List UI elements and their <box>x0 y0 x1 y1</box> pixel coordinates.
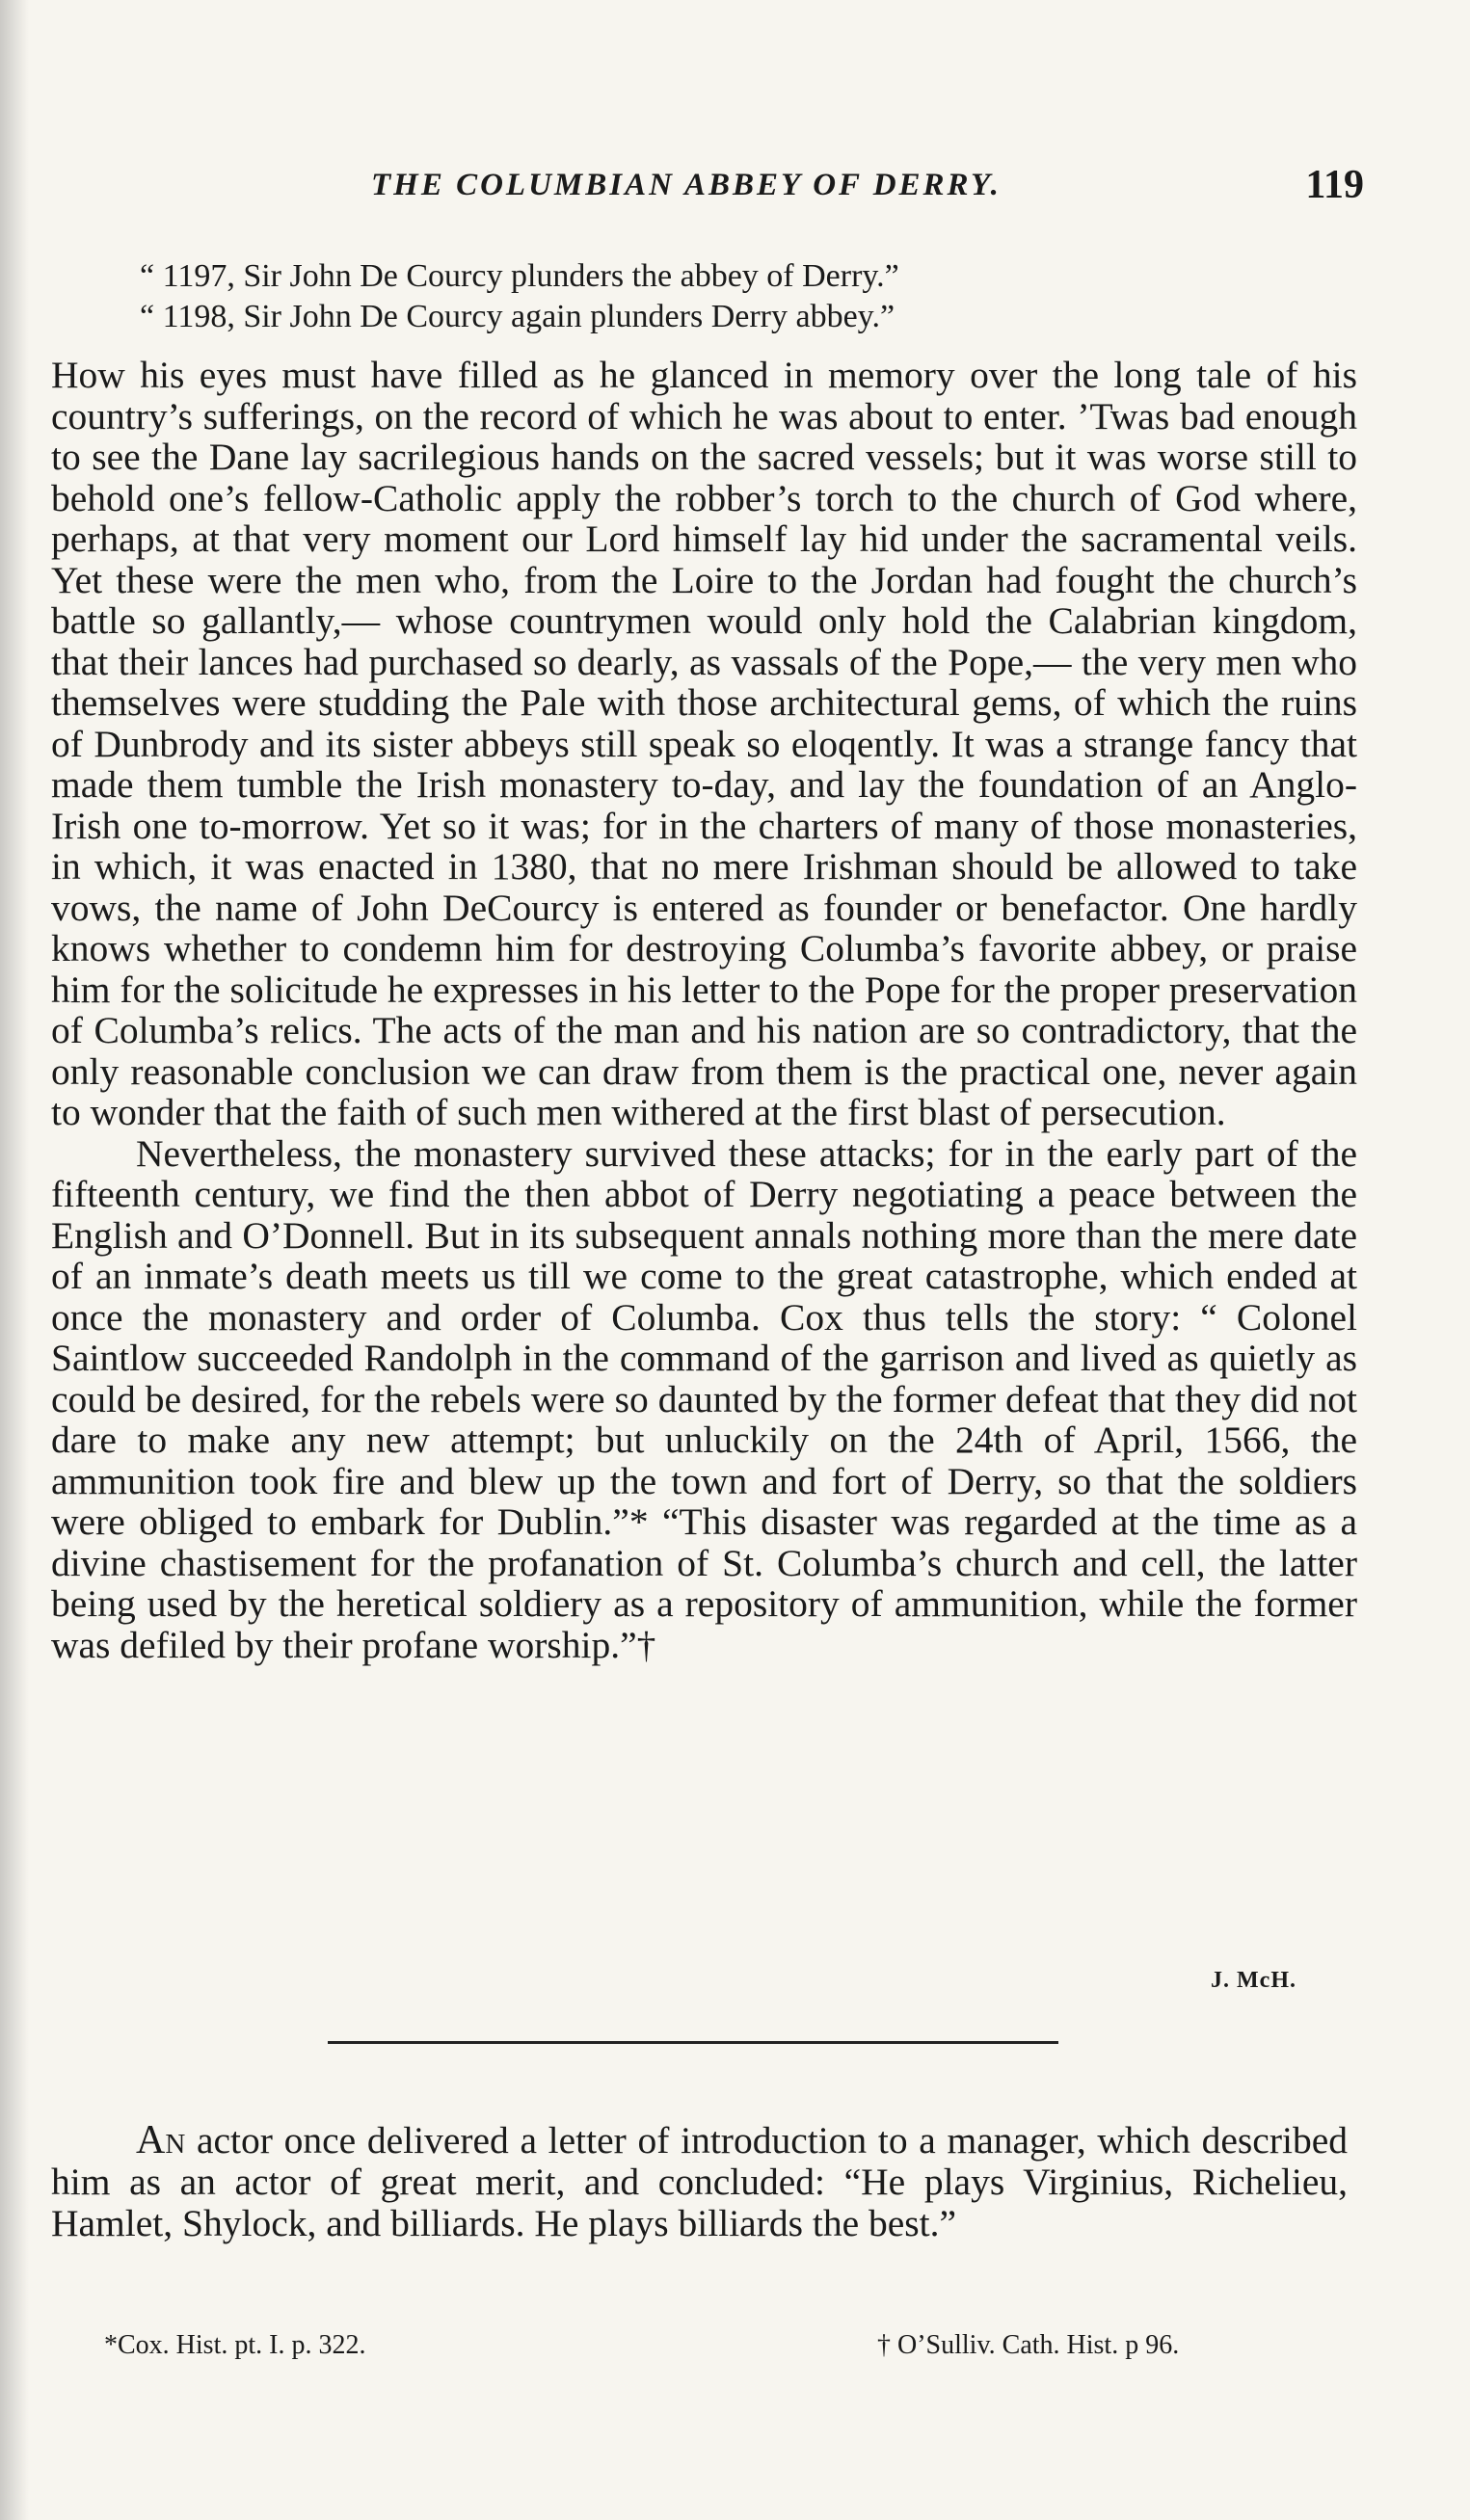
section-divider <box>328 2041 1058 2044</box>
chronicle-quotes <box>140 256 1248 337</box>
page-header <box>0 162 1470 220</box>
anecdote-first-word: An <box>136 2118 186 2162</box>
running-title: THE COLUMBIAN ABBEY OF DERRY. <box>371 168 1002 202</box>
body-paragraph: Nevertheless, the monastery survived these attacks; for in the early part of the fifteenth century, we find the then abbot of Derry negotiating a peace between the English and O’Donnell. But in its subsequent annals nothing more than the mere date of an inmate’s death meets us till we come to the great catastrophe, which ended at once the monastery and order of Columba. Cox thus tells the story: “ Colonel Saintlow succeeded Randolph in the command of the garrison and lived as quietly as could be desired, for the rebels were so daunted by the former defeat that they did not dare to make any new attempt; but unluckily on the 24th of April, 1566, the ammunition took fire and blew up the town and fort of Derry, so that the soldiers were obliged to embark for Dublin.”* “This disaster was regarded at the time as a divine chastisement for the profanation of St. Columba’s church and cell, the latter being used by the heretical soldiery as a repository of ammunition, while the former was defiled by their profane worship.”† <box>51 1131 1357 1666</box>
anecdote-text: actor once delivered a letter of introduction to a manager, which described him as an actor of great merit, and concluded: “He plays Virginius, Richelieu, Hamlet, Shylock, and billiards. He plays billiards the best.” <box>51 2119 1348 2244</box>
quote-line: “ 1197, Sir John De Courcy plunders the abbey of Derry.” <box>140 258 899 294</box>
anecdote <box>51 2120 1348 2244</box>
anecdote-paragraph <box>51 2120 1348 2244</box>
article-body <box>51 355 1357 1665</box>
footnote-cox: *Cox. Hist. pt. I. p. 322. <box>104 2330 366 2360</box>
author-signature: J. McH. <box>1211 1968 1296 1993</box>
page-number: 119 <box>1305 163 1364 207</box>
body-paragraph: How his eyes must have filled as he glanced in memory over the long tale of his country’s sufferings, on the record of which he was about to enter. ’Twas bad enough to see the Dane lay sacrilegious hands on the sacred vessels; but it was worse still to behold one’s fellow-Catholic apply the robber’s torch to the church of God where, perhaps, at that very moment our Lord himself lay hid under the sacramental veils. Yet these were the men who, from the Loire to the Jordan had fought the church’s battle so gallantly,— whose countrymen would only hold the Calabrian kingdom, that their lances had purchased so dearly, as vassals of the Pope,— the very men who themselves were studding the Pale with those architectural gems, of which the ruins of Dunbrody and its sister abbeys still speak so eloqently. It was a strange fancy that made them tumble the Irish monastery to-day, and lay the foundation of an Anglo-Irish one to-morrow. Yet so it was; for in the charters of many of those monasteries, in which, it was enacted in 1380, that no mere Irishman should be allowed to take vows, the name of John DeCourcy is entered as founder or benefactor. One hardly knows whether to condemn him for destroying Columba’s favorite abbey, or praise him for the solicitude he expresses in his letter to the Pope for the proper preservation of Columba’s relics. The acts of the man and his nation are so contradictory, that the only reasonable conclusion we can draw from them is the practical one, never again to wonder that the faith of such men withered at the first blast of persecution. <box>51 354 1357 1133</box>
footnotes <box>0 2330 1470 2378</box>
quote-line: “ 1198, Sir John De Courcy again plunders Derry abbey.” <box>140 299 895 334</box>
page-edge-shadow <box>0 0 29 2520</box>
footnote-osullivan: † O’Sulliv. Cath. Hist. p 96. <box>877 2330 1180 2360</box>
